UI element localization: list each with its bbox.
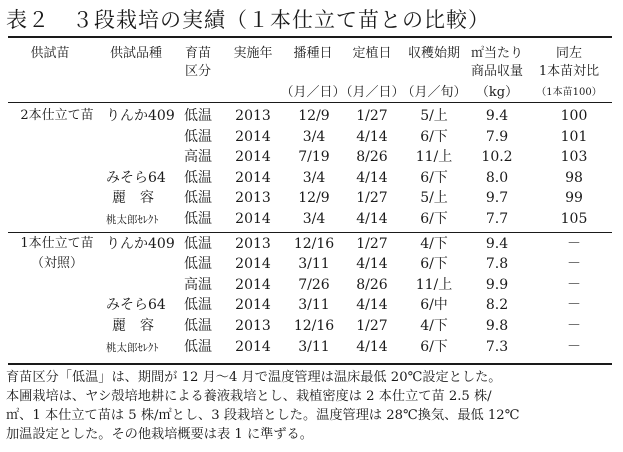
header-bottom-rule	[8, 102, 612, 103]
cell-yield: 9.7	[485, 190, 509, 207]
table-title: 表２ ３段栽培の実績（１本仕立て苗との比較）	[6, 8, 490, 32]
cell-variety: みそら64	[106, 169, 166, 186]
cell-ratio: －	[567, 318, 581, 334]
note-line: ㎡、1 本仕立て苗は 5 株/㎡とし、3 段栽培とした。温度管理は 28℃換気、最低 12℃	[6, 408, 520, 423]
cell-yield: 10.2	[481, 149, 513, 166]
cell-ratio: 103	[560, 149, 588, 166]
table-bottom-rule	[8, 363, 612, 365]
cell-sowing: 3/4	[302, 211, 326, 227]
cell-sowing: 12/16	[293, 235, 335, 252]
cell-year: 2014	[235, 276, 271, 293]
cell-year: 2014	[235, 169, 271, 186]
cell-yield: 9.4	[485, 235, 509, 252]
cell-year: 2013	[235, 190, 271, 207]
header-sowing: 播種日	[293, 46, 333, 61]
header-ratio-line2: 1本苗対比	[538, 64, 600, 79]
cell-ratio: －	[567, 338, 581, 355]
cell-harvest: 4/下	[420, 318, 448, 334]
cell-planting: 4/14	[356, 128, 388, 145]
cell-variety: みそら64	[106, 297, 166, 314]
cell-planting: 8/26	[356, 276, 388, 293]
cell-yield: 7.8	[485, 256, 509, 273]
header-harvest-unit: （月／旬）	[401, 85, 467, 100]
header-ratio-line1: 同左	[555, 46, 583, 61]
cell-year: 2013	[235, 108, 271, 124]
cell-variety: 麗 容	[112, 318, 154, 334]
cell-harvest: 4/下	[420, 235, 448, 252]
cell-category: 高温	[184, 276, 212, 293]
cell-year: 2014	[235, 338, 271, 355]
cell-category: 低温	[184, 256, 212, 273]
cell-category: 低温	[184, 169, 212, 186]
cell-category: 低温	[184, 235, 212, 252]
cell-harvest: 6/下	[420, 338, 448, 355]
cell-year: 2014	[235, 149, 271, 166]
cell-category: 低温	[184, 211, 212, 227]
cell-sowing: 7/26	[298, 276, 330, 293]
cell-seedling: 2本仕立て苗	[20, 108, 94, 123]
cell-planting: 1/27	[356, 318, 388, 334]
header-yield-unit: （kg）	[475, 85, 519, 100]
cell-yield: 9.4	[485, 108, 509, 124]
cell-ratio: 105	[560, 211, 588, 227]
cell-harvest: 5/上	[420, 190, 448, 207]
cell-planting: 4/14	[356, 338, 388, 355]
cell-variety: りんか409	[106, 108, 175, 124]
cell-sowing: 7/19	[298, 149, 330, 166]
cell-harvest: 6/下	[420, 211, 448, 227]
cell-harvest: 6/中	[420, 297, 448, 314]
cell-ratio: －	[567, 235, 581, 252]
cell-variety: 桃太郎ｾﾚｸﾄ	[106, 214, 159, 226]
cell-year: 2014	[235, 211, 271, 227]
cell-sowing: 12/9	[298, 108, 330, 124]
cell-sowing: 12/9	[298, 190, 330, 207]
note-line: 育苗区分「低温」は、期間が 12 月～4 月で温度管理は温床最低 20℃設定とした。	[6, 370, 502, 385]
cell-sowing: 3/11	[298, 338, 330, 355]
cell-category: 低温	[184, 108, 212, 124]
cell-ratio: 99	[565, 190, 583, 207]
note-line: 本圃栽培は、ヤシ殻培地耕による養液栽培とし、栽植密度は 2 本仕立て苗 2.5 株/	[6, 389, 492, 404]
cell-yield: 9.9	[485, 276, 509, 293]
note-line: 加温設定とした。その他栽培概要は表 1 に準ずる。	[6, 427, 313, 442]
header-seedling: 供試苗	[30, 46, 70, 61]
header-yield-line2: 商品収量	[470, 64, 524, 79]
cell-ratio: 101	[560, 128, 588, 145]
cell-harvest: 6/下	[420, 128, 448, 145]
cell-harvest: 11/上	[415, 276, 453, 293]
cell-planting: 1/27	[356, 108, 388, 124]
cell-category: 低温	[184, 318, 212, 334]
header-sowing-unit: （月／日）	[280, 85, 346, 100]
cell-yield: 9.8	[485, 318, 509, 334]
cell-harvest: 6/下	[420, 169, 448, 186]
cell-seedling: （対照）	[30, 256, 84, 272]
group-divider-rule	[8, 232, 612, 233]
cell-yield: 8.0	[485, 169, 509, 186]
cell-seedling: 1本仕立て苗	[20, 235, 94, 251]
header-variety: 供試品種	[109, 46, 163, 61]
cell-year: 2014	[235, 256, 271, 273]
cell-planting: 8/26	[356, 149, 388, 166]
cell-year: 2013	[235, 318, 271, 334]
cell-ratio: －	[567, 276, 581, 293]
table-top-rule	[8, 36, 612, 38]
cell-year: 2014	[235, 128, 271, 145]
header-year: 実施年	[233, 46, 273, 61]
cell-harvest: 6/下	[420, 256, 448, 273]
cell-year: 2013	[235, 235, 271, 252]
header-planting: 定植日	[352, 46, 392, 61]
cell-yield: 7.9	[485, 128, 509, 145]
cell-category: 低温	[184, 297, 212, 314]
header-category-line2: 区分	[184, 64, 212, 79]
cell-category: 低温	[184, 338, 212, 355]
cell-variety: 桃太郎ｾﾚｸﾄ	[106, 341, 159, 354]
cell-category: 低温	[184, 128, 212, 145]
header-harvest: 収穫始期	[407, 46, 461, 61]
cell-planting: 4/14	[356, 211, 388, 227]
cell-sowing: 3/11	[298, 256, 330, 273]
cell-planting: 4/14	[356, 256, 388, 273]
cell-variety: 麗 容	[112, 190, 154, 207]
header-yield-line1: ㎡当たり	[470, 46, 524, 61]
cell-ratio: －	[567, 256, 581, 273]
cell-yield: 8.2	[485, 297, 509, 314]
cell-sowing: 3/4	[302, 128, 326, 145]
cell-harvest: 11/上	[415, 149, 453, 166]
cell-category: 高温	[184, 149, 212, 166]
cell-ratio: －	[567, 297, 581, 314]
header-planting-unit: （月／日）	[339, 85, 405, 100]
cell-ratio: 98	[565, 169, 583, 186]
cell-ratio: 100	[560, 108, 588, 124]
cell-harvest: 5/上	[420, 108, 448, 124]
cell-sowing: 3/11	[298, 297, 330, 314]
header-ratio-unit: （1本苗100）	[536, 87, 602, 98]
cell-yield: 7.7	[485, 211, 509, 227]
header-category-line1: 育苗	[184, 46, 212, 61]
cell-variety: りんか409	[106, 235, 175, 252]
cell-planting: 4/14	[356, 169, 388, 186]
cell-planting: 1/27	[356, 190, 388, 207]
cell-planting: 4/14	[356, 297, 388, 314]
cell-planting: 1/27	[356, 235, 388, 252]
cell-sowing: 3/4	[302, 169, 326, 186]
cell-sowing: 12/16	[293, 318, 335, 334]
cell-category: 低温	[184, 190, 212, 207]
cell-year: 2014	[235, 297, 271, 314]
cell-yield: 7.3	[485, 338, 509, 355]
